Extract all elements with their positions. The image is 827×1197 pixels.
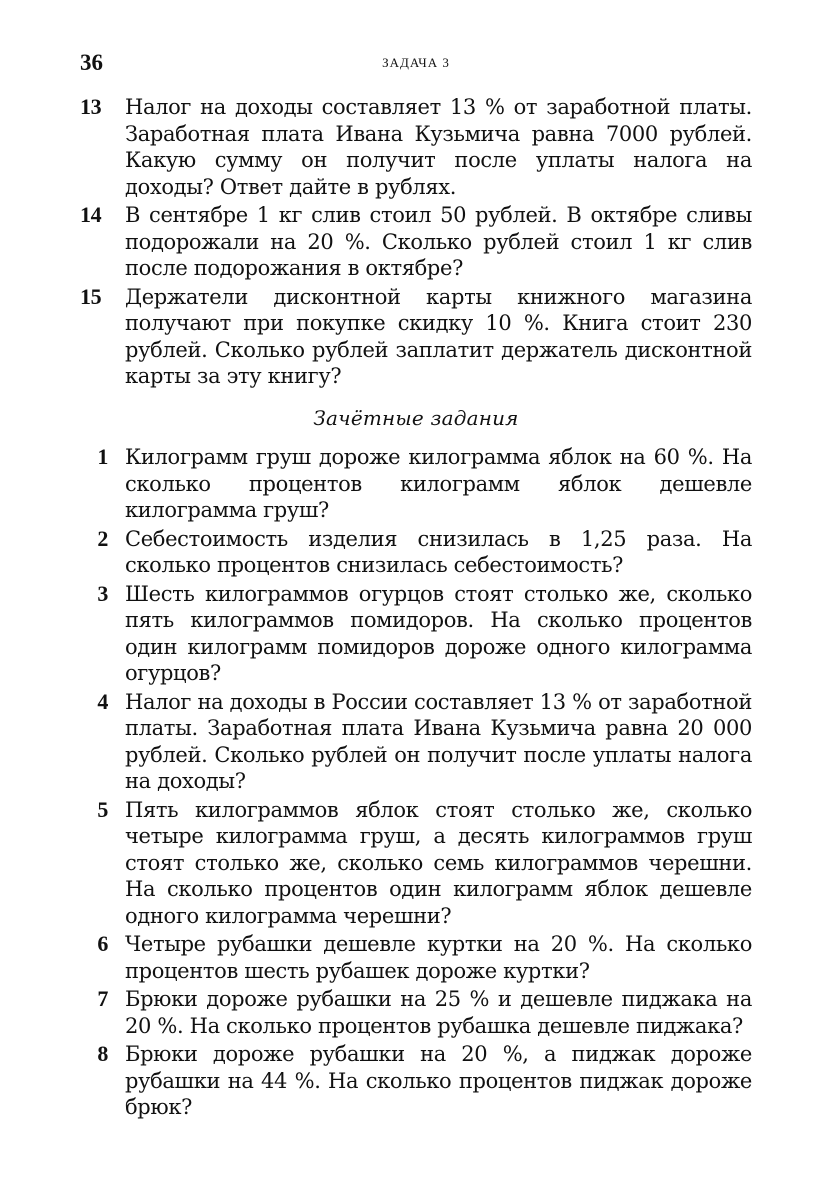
problem-number: 15: [80, 283, 102, 309]
problem-text: Шесть килограммов огурцов стоят столько же, сколько пять килограммов помидоров. На сколько процентов один килограмм помидоров дороже одного килограмма огурцов?: [125, 581, 752, 685]
problem-number: 2: [97, 525, 108, 551]
test-problems: [80, 444, 752, 1123]
problem-text: Брюки дороже рубашки на 25 % и дешевле пиджака на 20 %. На сколько процентов рубашка дешевле пиджака?: [125, 987, 752, 1038]
problem-number: 5: [97, 796, 108, 822]
problem-text: Килограмм груш дороже килограмма яблок на 60 %. На сколько процентов килограмм яблок дешевле килограмма груш?: [125, 445, 752, 522]
test-problem-2: [80, 526, 752, 579]
test-problem-3: [80, 581, 752, 687]
running-head: ЗАДАЧА 3: [382, 55, 450, 70]
problem-number: 14: [80, 202, 102, 227]
test-problem-6: [80, 931, 752, 984]
test-problem-7: [80, 986, 752, 1039]
problem-number: 13: [80, 94, 102, 119]
problem-text: Держатели дисконтной карты книжного магазина получают при покупке скидку 10 %. Книга стоит 230 рублей. Сколько рублей заплатит держатель дисконтной карты за эту книгу?: [125, 284, 752, 388]
test-problem-5: [80, 797, 752, 930]
problem-14: [80, 202, 752, 282]
problem-number: 6: [97, 931, 108, 956]
problem-number: 4: [97, 688, 108, 714]
problem-text: Пять килограммов яблок стоят столько же, сколько четыре килограмма груш, а десять килограммов груш стоят столько же, сколько семь килограммов черешни. На сколько процентов один килограмм яблок дешевле одного килограмма черешни?: [125, 797, 752, 928]
problem-text: Четыре рубашки дешевле куртки на 20 %. На сколько процентов шесть рубашек дороже куртки?: [125, 932, 752, 983]
problem-text: Себестоимость изделия снизилась в 1,25 раза. На сколько процентов снизилась себестоимость?: [125, 526, 752, 577]
section-title: Зачётные задания: [313, 406, 519, 430]
page-header: [80, 48, 752, 84]
problem-text: Налог на доходы в России составляет 13 % от заработной платы. Заработная плата Ивана Кузьмича равна 20 000 рублей. Сколько рублей он получит после уплаты налога на доходы?: [125, 689, 752, 793]
problem-15: [80, 284, 752, 390]
problem-number: 7: [97, 986, 108, 1011]
problem-number: 1: [97, 444, 108, 469]
practice-problems: [80, 94, 752, 392]
test-problem-4: [80, 689, 752, 795]
problem-number: 3: [97, 580, 108, 606]
problem-text: Налог на доходы составляет 13 % от заработной платы. Заработная плата Ивана Кузьмича равна 7000 рублей. Какую сумму он получит после уплаты налога на доходы? Ответ дайте в рублях.: [125, 95, 752, 199]
page-number: 36: [80, 50, 103, 75]
test-problem-8: [80, 1041, 752, 1121]
problem-text: Брюки дороже рубашки на 20 %, а пиджак дороже рубашки на 44 %. На сколько процентов пиджак дороже брюк?: [125, 1042, 752, 1119]
problem-text: В сентябре 1 кг слив стоил 50 рублей. В октябре сливы подорожали на 20 %. Сколько рублей стоил 1 кг слив после подорожания в октябре?: [125, 203, 752, 280]
problem-number: 8: [97, 1041, 108, 1066]
problem-13: [80, 94, 752, 200]
test-problem-1: [80, 444, 752, 524]
